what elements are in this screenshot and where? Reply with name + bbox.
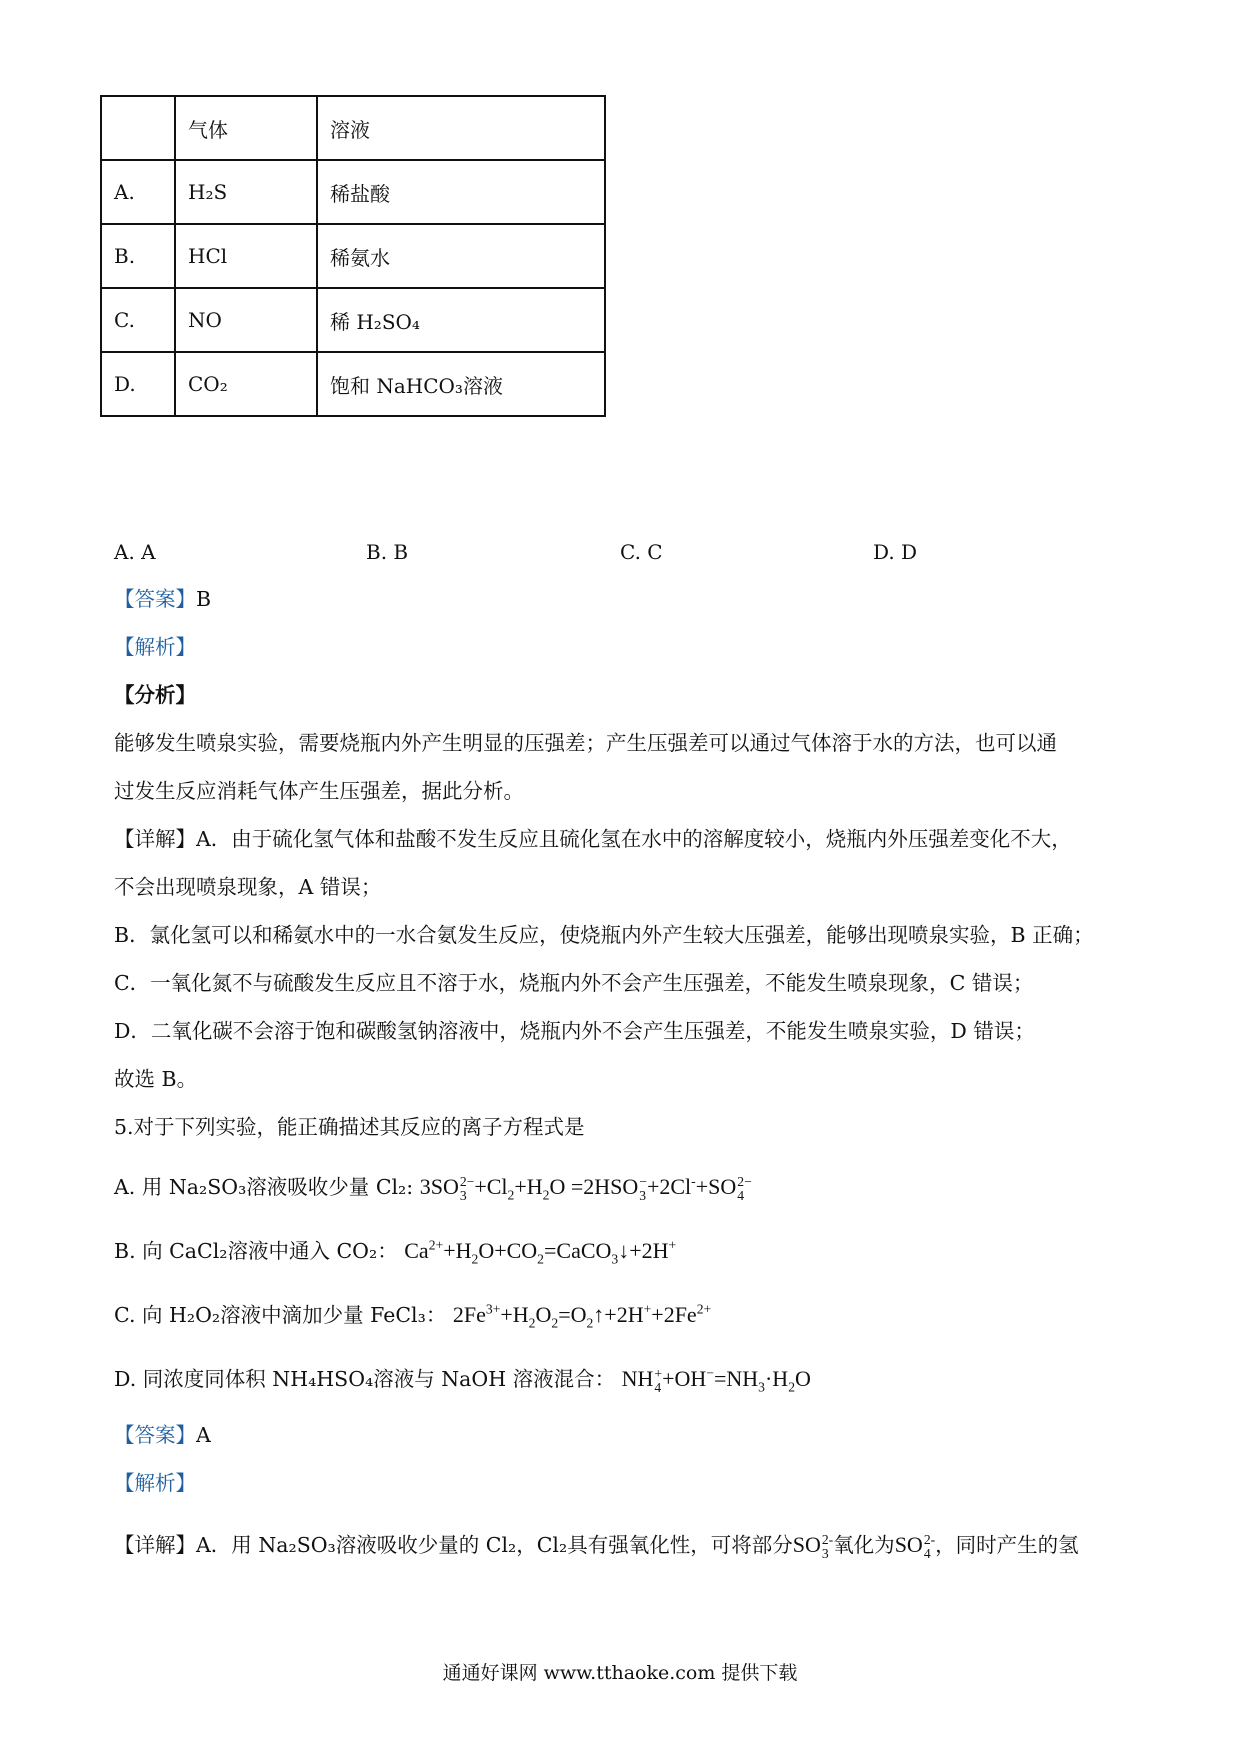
- gas-cell: H₂S: [175, 160, 317, 224]
- q5-option-b: [114, 1236, 676, 1266]
- detail-start: 【详解】A．用 Na₂SO₃溶液吸收少量的 Cl₂，Cl₂具有强氧化性，可将部分: [114, 1533, 793, 1557]
- table-header-row: [101, 96, 605, 160]
- q4-fenxi-text: 过发生反应消耗气体产生压强差，据此分析。: [114, 779, 524, 803]
- choice-a: A. A: [114, 540, 156, 564]
- gas-solution-table: [100, 95, 606, 417]
- option-label: D.: [101, 352, 175, 416]
- option-prefix: B. 向 CaCl₂溶液中通入 CO₂：: [114, 1239, 398, 1263]
- table-row: [101, 352, 605, 416]
- q4-detail-text: 不会出现喷泉现象，A 错误；: [114, 875, 382, 899]
- option-label: B.: [101, 224, 175, 288]
- choice-c: C. C: [620, 540, 663, 564]
- q4-detail-text: 故选 B。: [114, 1067, 198, 1091]
- q5-analysis-tag: 【解析】: [114, 1471, 196, 1495]
- solution-cell: 稀氨水: [317, 224, 605, 288]
- answer-tag: 【答案】: [114, 1423, 196, 1447]
- footer-text: 通通好课网 www.tthaoke.com 提供下载: [442, 1662, 798, 1684]
- option-prefix: D. 同浓度同体积 NH₄HSO₄溶液与 NaOH 溶液混合：: [114, 1367, 616, 1391]
- option-label: A.: [101, 160, 175, 224]
- q5-answer: [114, 1420, 211, 1450]
- gas-cell: NO: [175, 288, 317, 352]
- q4-choices: [0, 540, 1240, 570]
- q4-fenxi-tag: 【分析】: [114, 683, 196, 707]
- q4-detail-text: 【详解】A．由于硫化氢气体和盐酸不发生反应且硫化氢在水中的溶解度较小，烧瓶内外压强差变化不大，: [114, 827, 1072, 851]
- option-prefix: C. 向 H₂O₂溶液中滴加少量 FeCl₃：: [114, 1303, 447, 1327]
- q5-option-c: [114, 1300, 711, 1330]
- detail-mid: 氧化为: [833, 1533, 895, 1557]
- table-header-solution: 溶液: [317, 96, 605, 160]
- answer-tag: 【答案】: [114, 587, 196, 611]
- table-row: [101, 288, 605, 352]
- table-row: [101, 224, 605, 288]
- answer-value: B: [196, 587, 212, 611]
- choice-d: D. D: [873, 540, 918, 564]
- table-row: [101, 160, 605, 224]
- solution-cell: 稀盐酸: [317, 160, 605, 224]
- ionic-equation: $2Fe^{3+}+H_2O_2=O_2↑+2H^++2Fe^{2+}$: [452, 1301, 712, 1331]
- q4-fenxi-text: 能够发生喷泉实验，需要烧瓶内外产生明显的压强差；产生压强差可以通过气体溶于水的方法，也可以通: [114, 731, 1057, 755]
- solution-cell: 稀 H₂SO₄: [317, 288, 605, 352]
- q5-detail-text: [114, 1530, 1079, 1561]
- q5-option-a: [114, 1172, 752, 1203]
- table-cell: [101, 96, 175, 160]
- q4-detail-text: D．二氧化碳不会溶于饱和碳酸氢钠溶液中，烧瓶内外不会产生压强差，不能发生喷泉实验，D 错误；: [114, 1019, 1035, 1043]
- answer-value: A: [196, 1423, 211, 1447]
- ionic-equation: 3SO 2− 3 $+Cl_2+H_2O =2HSO$ − 3 +2Cl-+SO 2− 4: [419, 1173, 752, 1203]
- option-prefix: A. 用 Na₂SO₃溶液吸收少量 Cl₂:: [114, 1175, 414, 1199]
- option-label: C.: [101, 288, 175, 352]
- q5-title: 5.对于下列实验，能正确描述其反应的离子方程式是: [114, 1115, 585, 1139]
- gas-cell: HCl: [175, 224, 317, 288]
- gas-cell: CO₂: [175, 352, 317, 416]
- choice-b: B. B: [366, 540, 409, 564]
- ionic-equation: $Ca^{2+}+H_2O+CO_2=CaCO_3↓+2H^+$: [404, 1237, 677, 1267]
- q4-analysis-tag: 【解析】: [114, 635, 196, 659]
- detail-end: ，同时产生的氢: [935, 1533, 1079, 1557]
- ionic-equation: NH + 4 $+OH^-=NH_3\cdot H_2O$: [621, 1365, 811, 1395]
- q4-detail-text: B．氯化氢可以和稀氨水中的一水合氨发生反应，使烧瓶内外产生较大压强差，能够出现喷泉实验，B 正确；: [114, 923, 1094, 947]
- q4-answer: [114, 584, 211, 614]
- q5-option-d: [114, 1364, 811, 1395]
- table-header-gas: 气体: [175, 96, 317, 160]
- sulfate-ion: SO 2- 4: [894, 1531, 936, 1561]
- solution-cell: 饱和 NaHCO₃溶液: [317, 352, 605, 416]
- q4-detail-text: C．一氧化氮不与硫酸发生反应且不溶于水，烧瓶内外不会产生压强差，不能发生喷泉现象，C 错误；: [114, 971, 1034, 995]
- sulfite-ion: SO 2- 3: [792, 1531, 834, 1561]
